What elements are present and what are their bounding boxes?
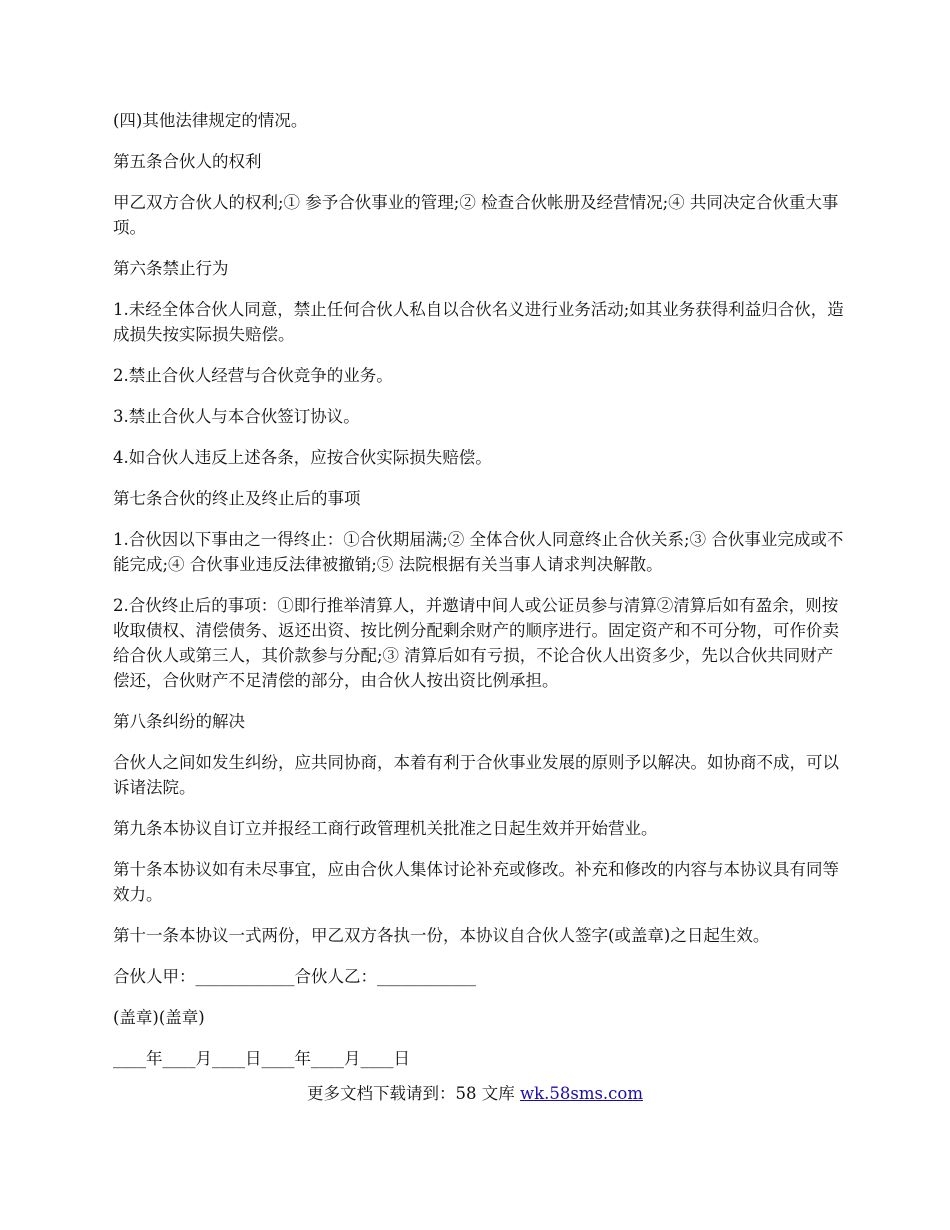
paragraph-prohibition-2: 2.禁止合伙人经营与合伙竞争的业务。 <box>113 366 393 385</box>
paragraph-termination-2: 2.合伙终止后的事项：①即行推举清算人，并邀请中间人或公证员参与清算②清算后如有盈余，则按收取债权、清偿债务、返还出资、按比例分配剩余财产的顺序进行。固定资产和不可分物，可作价卖给合伙人或第三人，其价款参与分配;③ 清算后如有亏损，不论合伙人出资多少，先以合伙共同财产偿还，合伙财产不足清偿的部分，由合伙人按出资比例承担。 <box>113 596 839 690</box>
heading-article-5: 第五条合伙人的权利 <box>113 152 262 171</box>
paragraph-article-11: 第十一条本协议一式两份，甲乙双方各执一份，本协议自合伙人签字(或盖章)之日起生效。 <box>113 926 770 945</box>
footer-link[interactable]: wk.58sms.com <box>519 1084 643 1103</box>
paragraph-termination-1: 1.合伙因以下事由之一得终止：①合伙期届满;② 全体合伙人同意终止合伙关系;③ 合伙事业完成或不能完成;④ 合伙事业违反法律被撤销;⑤ 法院根据有关当事人请求判决解散。 <box>113 530 844 574</box>
heading-article-8: 第八条纠纷的解决 <box>113 712 245 731</box>
heading-article-7: 第七条合伙的终止及终止后的事项 <box>113 489 361 508</box>
paragraph-dispute: 合伙人之间如发生纠纷，应共同协商，本着有利于合伙事业发展的原则予以解决。如协商不成，可以诉诸法院。 <box>113 753 839 797</box>
paragraph-prohibition-4: 4.如合伙人违反上述各条，应按合伙实际损失赔偿。 <box>113 448 492 467</box>
paragraph-article-10: 第十条本协议如有未尽事宜，应由合伙人集体讨论补充或修改。补充和修改的内容与本协议具有同等效力。 <box>113 860 839 904</box>
paragraph-article-9: 第九条本协议自订立并报经工商行政管理机关批准之日起生效并开始营业。 <box>113 819 658 838</box>
date-line: ____年____月____日____年____月____日 <box>113 1049 410 1068</box>
heading-article-6: 第六条禁止行为 <box>113 259 229 278</box>
footer-text: 更多文档下载请到：58 文库 <box>306 1084 520 1103</box>
signature-line: 合伙人甲：____________合伙人乙：____________ <box>113 967 476 986</box>
footer <box>0 1081 950 1106</box>
seal-line: (盖章)(盖章) <box>113 1008 205 1027</box>
paragraph-partner-rights: 甲乙双方合伙人的权利;① 参予合伙事业的管理;② 检查合伙帐册及经营情况;④ 共同决定合伙重大事项。 <box>113 193 839 237</box>
document-body <box>113 108 848 1087</box>
paragraph-prohibition-3: 3.禁止合伙人与本合伙签订协议。 <box>113 407 360 426</box>
paragraph-clause-4-other: (四)其他法律规定的情况。 <box>113 111 308 130</box>
paragraph-prohibition-1: 1.未经全体合伙人同意，禁止任何合伙人私自以合伙名义进行业务活动;如其业务获得利益归合伙，造成损失按实际损失赔偿。 <box>113 300 844 344</box>
